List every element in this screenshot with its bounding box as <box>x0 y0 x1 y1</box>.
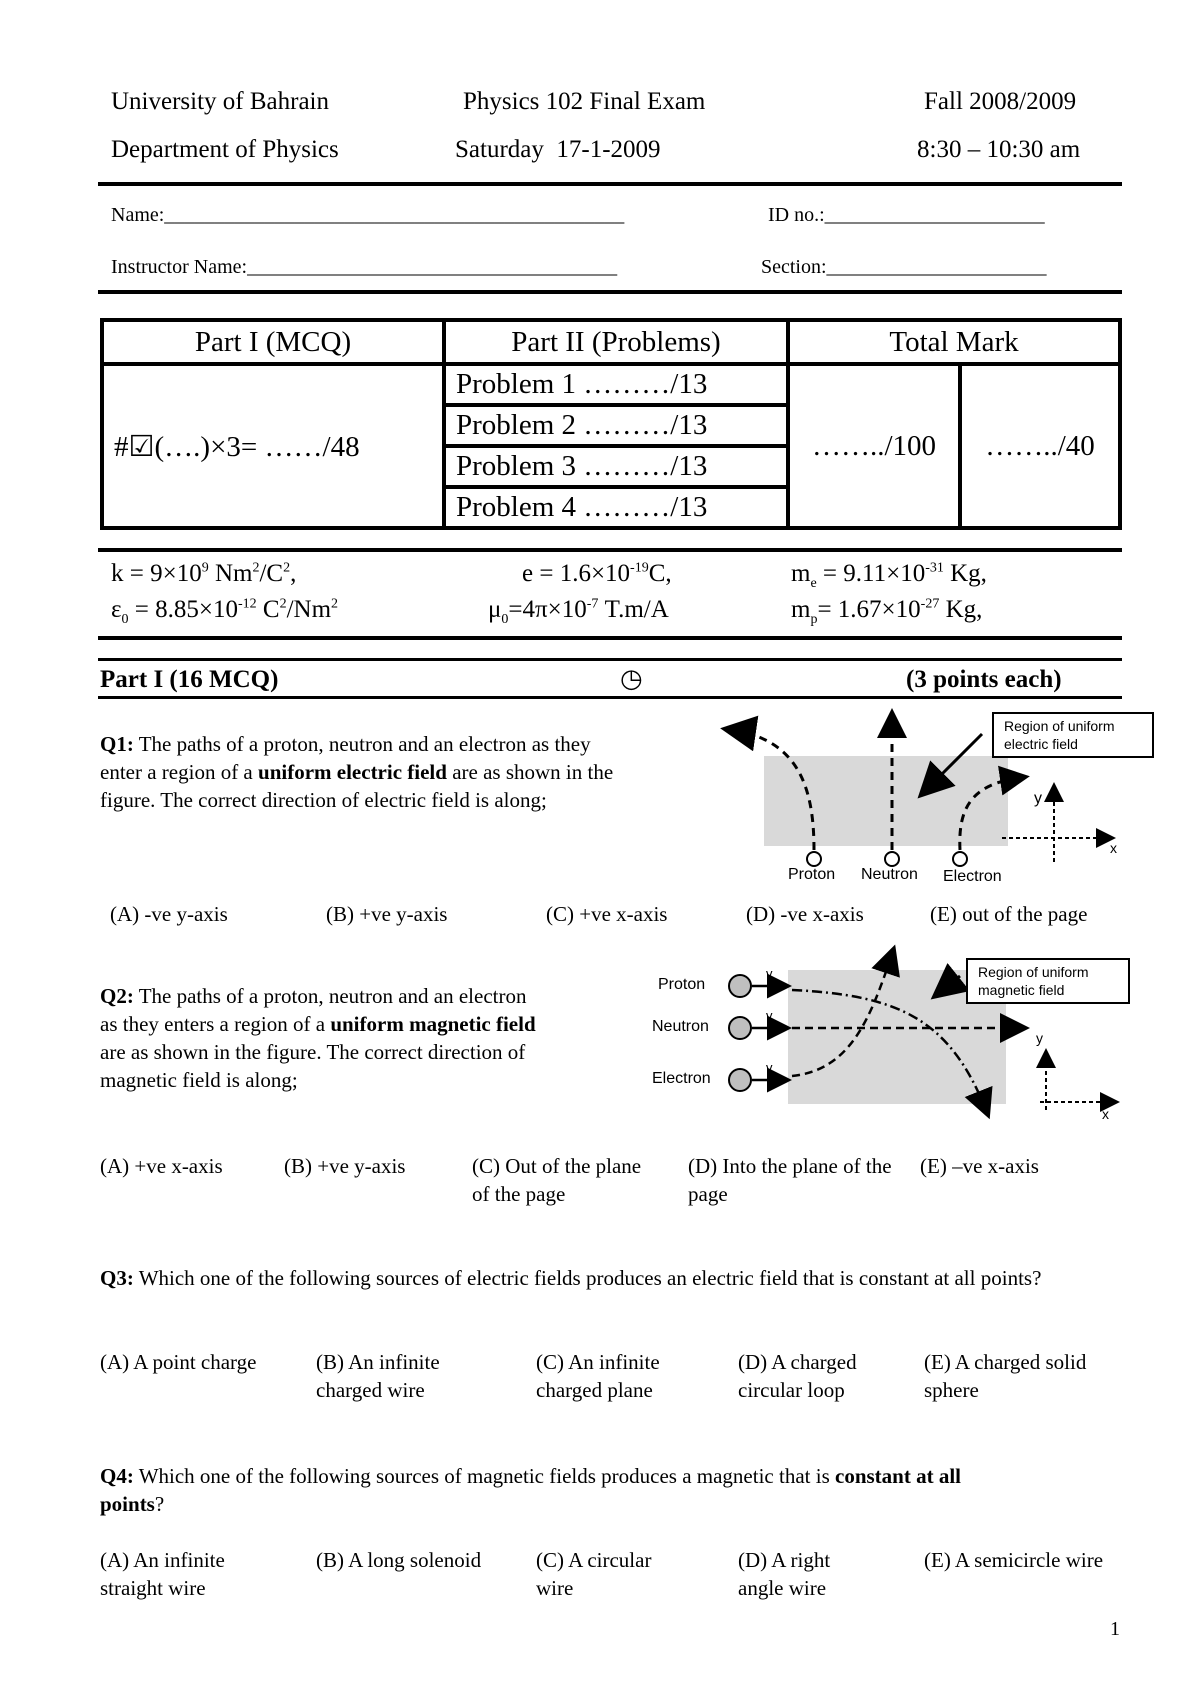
clock-icon: ◷ <box>620 664 643 693</box>
q1-electron-circle <box>953 852 967 866</box>
part1-top-divider <box>98 658 1122 661</box>
semester: Fall 2008/2009 <box>924 88 1077 115</box>
q1-text: Q1: The paths of a proton, neutron and an electron as they enter a region of a uniform electric field are as shown in the figure. The correct direction of electric field is along; <box>100 732 614 812</box>
q2-electron-label: Electron <box>652 1070 711 1087</box>
part1-title: Part I (16 MCQ) <box>100 666 279 693</box>
instructor-field[interactable]: Instructor Name:_____________________________________ <box>111 256 618 278</box>
constant-e: $e = 1.6\times 10^{-19}C$, <box>522 560 672 587</box>
constant-mu: $\mu_0=4\pi\times 10^{-7}$ T.m/A <box>488 596 669 627</box>
header-divider <box>98 182 1122 186</box>
constants-bottom-divider <box>98 636 1122 640</box>
constant-k: $k = 9\times 10^9$ $Nm^2/C^2$, <box>111 560 297 587</box>
q1-option-d[interactable]: (D) -ve x-axis <box>746 902 864 926</box>
q2-option-c[interactable]: (C) Out of the plane of the page <box>472 1154 642 1206</box>
q1-neutron-circle <box>885 852 899 866</box>
section-field[interactable]: Section:______________________ <box>761 256 1047 278</box>
q4-text: Q4: Which one of the following sources of magnetic fields produces a magnetic that is constant at all points? <box>100 1464 961 1516</box>
q2-option-b[interactable]: (B) +ve y-axis <box>284 1154 406 1178</box>
q3-option-d[interactable]: (D) A charged circular loop <box>738 1350 857 1402</box>
q3-option-a[interactable]: (A) A point charge <box>100 1350 257 1374</box>
department-name: Department of Physics <box>111 136 339 163</box>
q4-option-d[interactable]: (D) A right angle wire <box>738 1548 831 1600</box>
q1-option-b[interactable]: (B) +ve y-axis <box>326 902 448 926</box>
problem-4-score: Problem 4 ………/13 <box>444 487 788 528</box>
q2-electron-circle <box>729 1069 751 1091</box>
mcq-formula: #☑(….)×3= ……/48 <box>102 364 444 528</box>
university-name: University of Bahrain <box>111 88 330 115</box>
exam-date: Saturday 17-1-2009 <box>455 136 661 163</box>
q4-option-a[interactable]: (A) An infinite straight wire <box>100 1548 225 1600</box>
q2-neutron-v-label: v <box>766 1008 773 1023</box>
exam-time: 8:30 – 10:30 am <box>917 136 1081 163</box>
constants-top-divider <box>98 548 1122 552</box>
problem-3-score: Problem 3 ………/13 <box>444 446 788 487</box>
q3-option-e[interactable]: (E) A charged solid sphere <box>924 1350 1087 1402</box>
q2-axis-y-label: y <box>1036 1030 1043 1046</box>
id-field[interactable]: ID no.:______________________ <box>768 204 1045 226</box>
q2-proton-v-label: v <box>766 966 773 981</box>
name-field[interactable]: Name:______________________________________________ <box>111 204 625 226</box>
total-header: Total Mark <box>788 320 1120 364</box>
points-label: (3 points each) <box>906 666 1062 693</box>
part1-header: Part I (MCQ) <box>102 320 444 364</box>
q1-electron-label: Electron <box>943 868 1002 885</box>
q4-option-b[interactable]: (B) A long solenoid <box>316 1548 482 1572</box>
q3-option-c[interactable]: (C) An infinite charged plane <box>536 1350 660 1402</box>
q2-proton-circle <box>729 975 751 997</box>
problem-1-score: Problem 1 ………/13 <box>444 364 788 405</box>
q2-electron-v-label: v <box>766 1060 773 1075</box>
q2-neutron-label: Neutron <box>652 1018 709 1035</box>
total-40: ……../40 <box>960 364 1120 528</box>
fields-divider <box>98 290 1122 294</box>
q1-callout: Region of uniform electric field <box>992 712 1154 758</box>
page-number: 1 <box>1110 1618 1120 1640</box>
q1-neutron-label: Neutron <box>861 866 918 883</box>
constant-epsilon: $\varepsilon_0 = 8.85\times 10^{-12}$ $C^2/Nm^2$ <box>111 596 339 627</box>
q1-field-region <box>764 756 1008 846</box>
q3-option-b[interactable]: (B) An infinite charged wire <box>316 1350 440 1402</box>
total-100: ……../100 <box>788 364 960 528</box>
q1-option-c[interactable]: (C) +ve x-axis <box>546 902 668 926</box>
problem-2-score: Problem 2 ………/13 <box>444 405 788 446</box>
q2-option-d[interactable]: (D) Into the plane of the page <box>688 1154 892 1206</box>
q1-axis-x-label: x <box>1110 840 1117 856</box>
constant-mp: $m_p= 1.67\times 10^{-27}$ Kg, <box>791 596 983 627</box>
q4-option-e[interactable]: (E) A semicircle wire <box>924 1548 1104 1572</box>
q1-option-a[interactable]: (A) -ve y-axis <box>110 902 228 926</box>
q3-text: Q3: Which one of the following sources of electric fields produces an electric field that is constant at all points? <box>100 1266 1042 1290</box>
q4-option-c[interactable]: (C) A circular wire <box>536 1548 652 1600</box>
q1-axis-y-label: y <box>1034 790 1042 807</box>
constant-me: $m_e = 9.11\times 10^{-31}$ Kg, <box>791 560 987 591</box>
part2-header: Part II (Problems) <box>444 320 788 364</box>
exam-title: Physics 102 Final Exam <box>463 88 706 115</box>
q2-callout: Region of uniform magnetic field <box>966 958 1130 1004</box>
q2-axis-x-label: x <box>1102 1106 1109 1122</box>
q1-option-e[interactable]: (E) out of the page <box>930 902 1088 926</box>
part1-bottom-divider <box>98 696 1122 699</box>
q1-proton-label: Proton <box>788 866 836 883</box>
q2-option-a[interactable]: (A) +ve x-axis <box>100 1154 223 1178</box>
q2-option-e[interactable]: (E) –ve x-axis <box>920 1154 1039 1178</box>
q2-neutron-circle <box>729 1017 751 1039</box>
score-table <box>100 318 1122 530</box>
q2-text: Q2: The paths of a proton, neutron and an electron as they enters a region of a uniform magnetic field are as shown in the figure. The correct direction of magnetic field is along; <box>100 984 536 1092</box>
q1-proton-circle <box>807 852 821 866</box>
q2-proton-label: Proton <box>658 976 706 993</box>
